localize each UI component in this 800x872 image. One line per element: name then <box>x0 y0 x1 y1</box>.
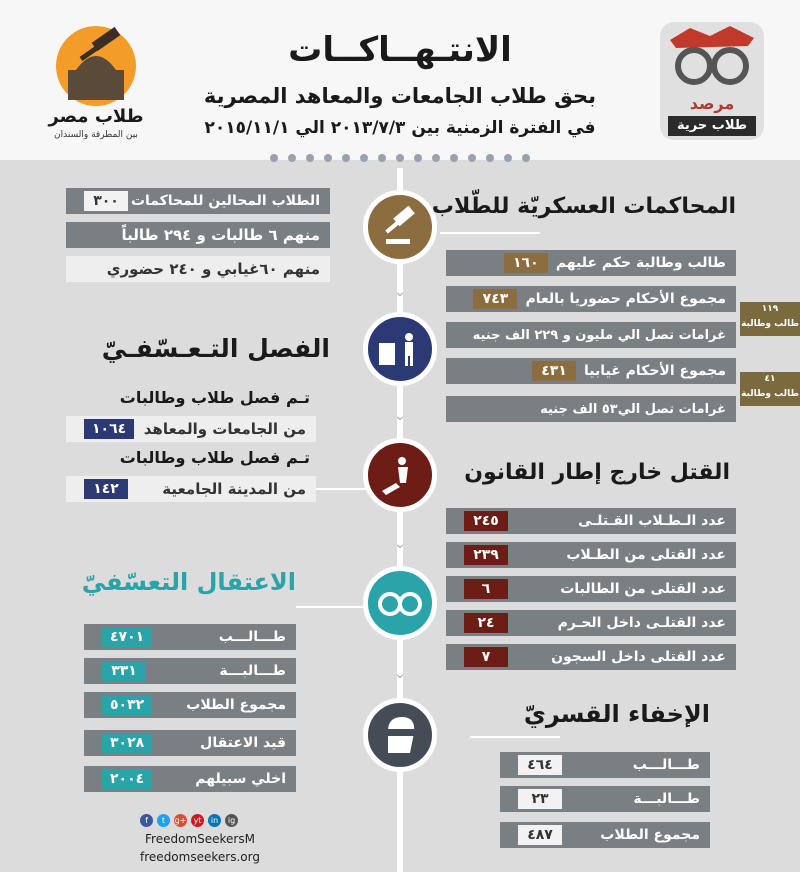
row-label: عدد الـطـلاب القـتلـى <box>578 513 726 529</box>
tag-label: طالب وطالبة <box>741 319 799 329</box>
row-label: اخلي سبيلهم <box>195 771 286 787</box>
military-left-row <box>66 222 330 248</box>
row-value: ٤٦٤ <box>518 755 562 775</box>
gavel-icon <box>378 205 422 249</box>
detention-row <box>84 766 296 792</box>
row-label: طـــالـــب <box>218 629 286 645</box>
chevron-down-icon: ⌄ <box>394 666 406 682</box>
handcuffs-icon <box>660 22 764 92</box>
googleplus-icon[interactable]: g+ <box>174 816 187 825</box>
row-value: ١٤٢ <box>84 479 128 499</box>
military-row <box>446 286 736 312</box>
military-row <box>446 250 736 276</box>
left-logo-name: طلاب مصر <box>48 106 144 127</box>
row-value: ٧ <box>464 647 508 667</box>
expulsion-icon <box>377 329 423 369</box>
chevron-down-icon: ⌄ <box>394 408 406 424</box>
row-label: مجموع الأحكام غيابيا <box>584 363 726 379</box>
disappearance-row <box>500 752 710 778</box>
military-row <box>446 322 736 348</box>
row-label: من الجامعات والمعاهد <box>143 420 306 438</box>
linkedin-icon[interactable]: in <box>208 814 221 827</box>
row-label: مجموع الطلاب <box>600 827 700 843</box>
row-label: قيد الاعتقال <box>200 735 286 751</box>
row-label: الطلاب المحالين للمحاكمات <box>130 193 320 209</box>
left-logo <box>38 20 168 150</box>
killing-row <box>446 576 736 602</box>
military-circle <box>363 190 437 264</box>
military-title: المحاكمات العسكريّة للطّلاب <box>431 194 736 219</box>
page-title: الانتـهــاكــات <box>288 30 512 70</box>
row-value: ٣٣١ <box>102 661 146 681</box>
row-label: مجموع الأحكام حضوريا بالعام <box>525 291 726 307</box>
row-value: ٤٣١ <box>532 361 576 381</box>
row-value: ١٠٦٤ <box>84 419 134 439</box>
page-period: في الفترة الزمنية بين ٢٠١٣/٧/٣ الي ٢٠١٥/١١/١ <box>204 118 596 138</box>
military-left-row <box>66 188 330 214</box>
row-value: ٢٤ <box>464 613 508 633</box>
handcuffs-icon <box>376 586 424 620</box>
chevron-down-icon: ⌄ <box>394 284 406 300</box>
divider-dots <box>270 154 530 164</box>
expulsion-circle <box>363 312 437 386</box>
row-label: غرامات تصل الي٥٣ الف جنيه <box>540 401 726 417</box>
detention-row <box>84 730 296 756</box>
military-left-row <box>66 256 330 282</box>
row-value: ٢٠٠٤ <box>102 769 152 789</box>
row-label: منهم ٦٠غيابي و ٢٤٠ حضوري <box>106 260 320 278</box>
row-value: ١٦٠ <box>504 253 548 273</box>
blindfold-head-icon <box>380 713 420 757</box>
killing-icon <box>378 453 422 497</box>
right-logo-line1: مرصد <box>689 94 735 113</box>
row-value: ٥٠٣٢ <box>102 695 152 715</box>
row-value: ٣٠٠ <box>84 191 128 211</box>
row-value: ٢٣٩ <box>464 545 508 565</box>
row-value: ٤٧٠١ <box>102 627 152 647</box>
expulsion-title: الفصل التـعـسّفـيّ <box>101 334 330 363</box>
detention-row <box>84 624 296 650</box>
row-value: ٧٤٣ <box>473 289 517 309</box>
disappearance-row <box>500 822 710 848</box>
row-value: ٢٤٥ <box>464 511 508 531</box>
row-label: طـــالبـــة <box>633 791 700 807</box>
military-title-rule <box>440 232 540 234</box>
military-tag <box>740 372 800 406</box>
expulsion-line: تـم فصل طلاب وطالبات <box>119 388 310 407</box>
facebook-icon[interactable]: f <box>140 814 153 827</box>
row-label: منهم ٦ طالبات و ٢٩٤ طالباً <box>121 226 320 244</box>
row-value: ٤٨٧ <box>518 825 562 845</box>
expulsion-line: تـم فصل طلاب وطالبات <box>119 448 310 467</box>
expulsion-row <box>66 416 316 442</box>
youtube-icon[interactable]: yt <box>191 814 204 827</box>
expulsion-row <box>66 476 316 502</box>
instagram-icon[interactable]: ig <box>225 814 238 827</box>
detention-title: الاعتقال التعسّفيّ <box>81 568 296 596</box>
killing-circle <box>363 438 437 512</box>
military-tag <box>740 302 800 336</box>
connector-line <box>316 488 366 490</box>
military-row <box>446 358 736 384</box>
chevron-down-icon: ⌄ <box>394 536 406 552</box>
disappearance-row <box>500 786 710 812</box>
detention-circle <box>363 566 437 640</box>
detention-row <box>84 658 296 684</box>
page-subtitle: بحق طلاب الجامعات والمعاهد المصرية <box>203 84 597 108</box>
right-logo <box>660 22 764 140</box>
row-value: ٢٣ <box>518 789 562 809</box>
row-label: عدد القتلـى داخل الحـرم <box>557 615 726 631</box>
row-label: من المدينة الجامعية <box>162 480 306 498</box>
title-rule <box>470 736 560 738</box>
disappearance-title: الإخفاء القسريّ <box>523 700 710 728</box>
row-label: عدد القتلى من الطـلاب <box>566 547 726 563</box>
tag-count: ١١٩ <box>761 304 779 314</box>
row-label: عدد القتلى داخل السجون <box>551 649 726 665</box>
footer-handle[interactable]: FreedomSeekersM <box>145 832 255 846</box>
row-label: عدد القتلى من الطالبات <box>560 581 726 597</box>
footer-site[interactable]: freedomseekers.org <box>140 850 260 864</box>
killing-row <box>446 508 736 534</box>
right-logo-line2: طلاب حرية <box>668 116 756 136</box>
military-row <box>446 396 736 422</box>
killing-row <box>446 644 736 670</box>
social-icons <box>140 814 260 828</box>
tag-count: ٤١ <box>764 374 776 384</box>
row-value: ٣٠٢٨ <box>102 733 152 753</box>
detention-row <box>84 692 296 718</box>
twitter-icon[interactable]: t <box>157 814 170 827</box>
connector-line <box>296 606 366 608</box>
row-label: طـــالبـــة <box>219 663 286 679</box>
row-label: طـــالـــب <box>632 757 700 773</box>
row-value: ٦ <box>464 579 508 599</box>
disappearance-circle <box>363 698 437 772</box>
killing-title: القتل خارج إطار القانون <box>464 460 730 485</box>
row-label: طالب وطالبة حكم عليهم <box>555 255 726 271</box>
killing-row <box>446 610 736 636</box>
killing-row <box>446 542 736 568</box>
row-label: مجموع الطلاب <box>186 697 286 713</box>
row-label: غرامات تصل الي مليون و ٢٢٩ الف جنيه <box>472 327 726 343</box>
left-logo-tagline: بين المطرقة والسندان <box>54 130 138 140</box>
tag-label: طالب وطالبة <box>741 389 799 399</box>
